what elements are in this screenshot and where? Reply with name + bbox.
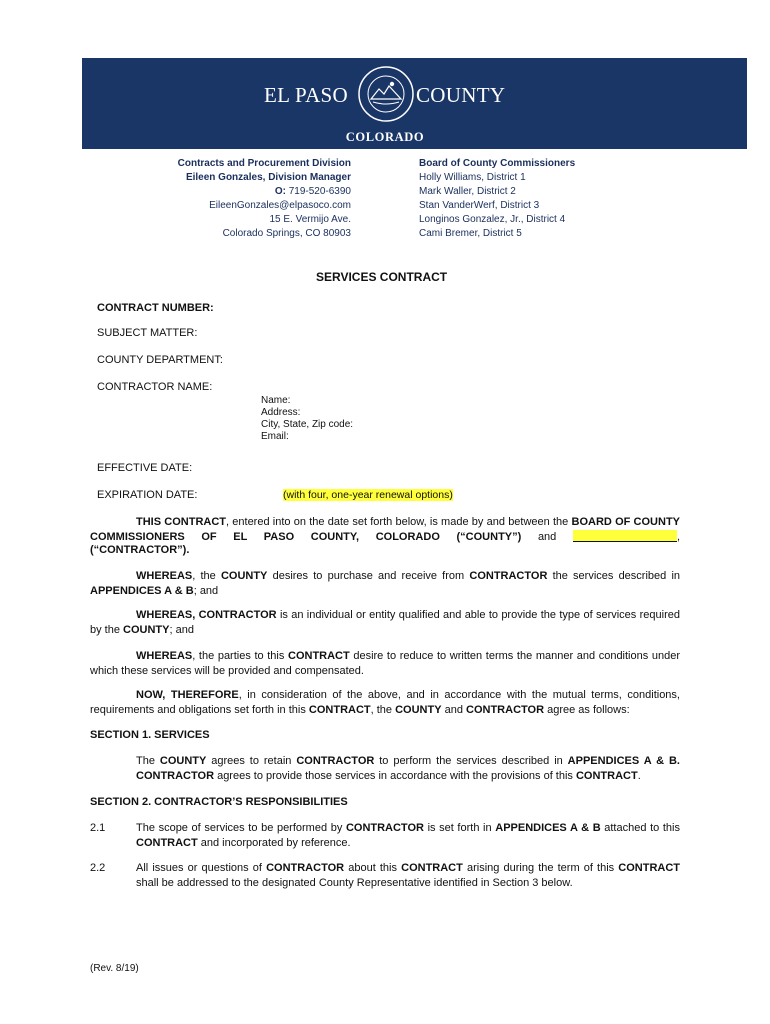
kw: CONTRACT <box>401 862 463 874</box>
text: , <box>676 531 680 543</box>
kw: COUNTY <box>220 570 268 582</box>
text: , the parties to this <box>192 650 288 662</box>
whereas-paragraph-3 <box>90 649 680 679</box>
text: . <box>637 770 641 782</box>
kw: CONTRACT <box>136 837 198 849</box>
text: and <box>441 704 467 716</box>
revision-footer: (Rev. 8/19) <box>90 963 139 974</box>
kw: APPENDICES A & B <box>495 822 601 834</box>
brand-state: COLORADO <box>345 130 425 144</box>
item-2-2-number: 2.2 <box>90 862 106 874</box>
subject-matter-label: SUBJECT MATTER: <box>97 327 198 339</box>
contract-number-label: CONTRACT NUMBER: <box>97 302 214 314</box>
kw: COUNTY <box>159 755 207 767</box>
kw: WHEREAS <box>136 570 193 582</box>
text: shall be addressed to the designated County Representative identified in Section 3 below. <box>136 877 573 889</box>
board-block <box>419 157 575 241</box>
text: The <box>136 755 160 767</box>
kw: COUNTY <box>123 624 170 636</box>
text: desires to purchase and receive from <box>267 570 470 582</box>
intro-paragraph <box>90 515 680 545</box>
kw: CONTRACTOR <box>345 822 424 834</box>
contractor-field-name: Name: <box>261 395 291 406</box>
kw: CONTRACT <box>575 770 638 782</box>
expiration-date-label: EXPIRATION DATE: <box>97 489 198 501</box>
kw: CONTRACT <box>308 704 371 716</box>
contractor-name-blank <box>573 530 677 542</box>
text: desire to reduce to written terms the manner and conditions under which these services will be provided and compensated. <box>90 650 680 677</box>
kw: CONTRACT <box>618 862 680 874</box>
text: agrees to provide those services in accordance with the provisions of this <box>214 770 576 782</box>
kw: WHEREAS <box>136 650 193 662</box>
contact-city: Colorado Springs, CO 80903 <box>222 228 351 239</box>
whereas-paragraph-1 <box>90 569 680 599</box>
contractor-defined-term: (“CONTRACTOR”). <box>90 544 190 556</box>
kw: CONTRACT <box>288 650 350 662</box>
renewal-options-note: (with four, one-year renewal options) <box>283 489 453 501</box>
text: ; and <box>169 624 194 636</box>
kw: BOARD OF COUNTY COMMISSIONERS OF EL PASO COUNTY, COLORADO (“COUNTY”) <box>90 516 681 543</box>
board-member: Cami Bremer, District 5 <box>419 228 522 239</box>
county-seal-icon <box>357 65 415 123</box>
contractor-field-city: City, State, Zip code: <box>261 419 354 430</box>
text: , in consideration of the above, and in accordance with the mutual terms, conditions, requirements and obligations set forth in this <box>90 689 680 716</box>
now-therefore-paragraph <box>90 688 680 718</box>
text: agree as follows: <box>544 704 630 716</box>
procurement-contact-block <box>178 157 351 241</box>
kw: NOW, THEREFORE <box>136 689 239 701</box>
text: arising during the term of this <box>462 862 619 874</box>
text: and <box>521 531 573 543</box>
contractor-field-email: Email: <box>261 431 289 442</box>
contractor-name-label: CONTRACTOR NAME: <box>97 381 213 393</box>
board-member: Stan VanderWerf, District 3 <box>419 200 540 211</box>
board-title: Board of County Commissioners <box>419 158 576 169</box>
text: ; and <box>193 585 219 597</box>
text: , the <box>370 704 396 716</box>
kw: THIS CONTRACT <box>136 516 226 528</box>
text: and incorporated by reference. <box>197 837 351 849</box>
contractor-field-address: Address: <box>261 407 301 418</box>
kw: CONTRACTOR <box>296 755 375 767</box>
kw: WHEREAS, CONTRACTOR <box>136 609 277 621</box>
text: The scope of services to be performed by <box>136 822 346 834</box>
division-name: Contracts and Procurement Division <box>177 158 351 169</box>
text: is set forth in <box>423 822 496 834</box>
section-1-heading: SECTION 1. SERVICES <box>90 729 210 741</box>
item-2-2-text <box>136 861 680 891</box>
item-2-1-text <box>136 821 680 851</box>
text: , the <box>192 570 221 582</box>
division-manager: Eileen Gonzales, Division Manager <box>185 172 351 183</box>
document-title: SERVICES CONTRACT <box>316 270 448 284</box>
phone-number: 719-520-6390 <box>288 186 351 197</box>
brand-county: COUNTY <box>416 83 506 107</box>
text: agrees to retain <box>206 755 297 767</box>
phone-line <box>178 185 351 199</box>
text: to perform the services described in <box>374 755 568 767</box>
phone-label: O: <box>274 186 286 197</box>
board-member: Holly Williams, District 1 <box>419 172 526 183</box>
section-1-text <box>136 754 680 784</box>
contact-email: EileenGonzales@elpasoco.com <box>209 200 351 211</box>
text: the services described in <box>547 570 681 582</box>
whereas-paragraph-2 <box>90 608 680 638</box>
text: attached to this <box>600 822 680 834</box>
brand-el-paso: EL PASO <box>264 83 348 107</box>
text: is an individual or entity qualified and able to provide the type of services required by the <box>90 609 680 636</box>
kw: CONTRACTOR <box>136 770 215 782</box>
kw: CONTRACTOR <box>266 862 345 874</box>
board-member: Mark Waller, District 2 <box>419 186 516 197</box>
kw: APPENDICES A & B <box>90 585 194 597</box>
kw: COUNTY <box>395 704 442 716</box>
text: All issues or questions of <box>136 862 267 874</box>
kw: APPENDICES A & B. <box>567 755 680 767</box>
kw: CONTRACTOR <box>466 704 545 716</box>
kw: CONTRACTOR <box>469 570 548 582</box>
effective-date-label: EFFECTIVE DATE: <box>97 462 193 474</box>
text: , entered into on the date set forth below, is made by and between the <box>226 516 572 528</box>
text: about this <box>344 862 402 874</box>
county-department-label: COUNTY DEPARTMENT: <box>97 354 223 366</box>
contact-street: 15 E. Vermijo Ave. <box>269 214 351 225</box>
board-member: Longinos Gonzalez, Jr., District 4 <box>419 214 566 225</box>
section-2-heading: SECTION 2. CONTRACTOR’S RESPONSIBILITIES <box>90 796 348 808</box>
item-2-1-number: 2.1 <box>90 822 106 834</box>
